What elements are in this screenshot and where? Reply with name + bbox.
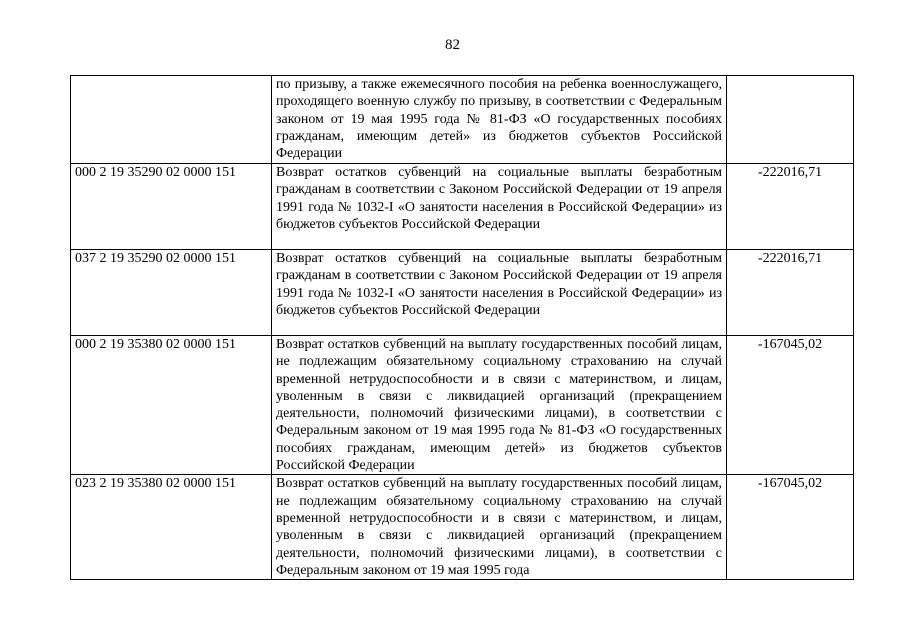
page-number: 82 (445, 37, 460, 53)
description-text: по призыву, а также ежемесячного пособия на ребенка военнослужащего, проходящего военную службу по призыву, в соответствии с Федеральным законом от 19 мая 1995 года № 81-ФЗ «О государственных пособиях гражданам, имеющим детей» из бюджетов субъектов Российской Федерации (276, 77, 722, 162)
description-cell (272, 475, 727, 580)
amount-cell: -222016,71 (727, 250, 854, 336)
code-cell: 037 2 19 35290 02 0000 151 (71, 250, 272, 336)
table-row (71, 164, 854, 250)
code-cell: 000 2 19 35290 02 0000 151 (71, 164, 272, 250)
amount-cell: -222016,71 (727, 164, 854, 250)
code-cell: 000 2 19 35380 02 0000 151 (71, 336, 272, 475)
budget-table (70, 75, 854, 580)
table-row (71, 76, 854, 164)
table-row (71, 250, 854, 336)
description-text: Возврат остатков субвенций на выплату государственных пособий лицам, не подлежащим обязательному социальному страхованию на случай временной нетрудоспособности и в связи с материнством, и лицам, уволенным в связи с ликвидацией организаций (прекращением деятельности, полномочий физическими лицами), в соответствии с Федеральным законом от 19 мая 1995 года (276, 476, 722, 578)
amount-cell: -167045,02 (727, 336, 854, 475)
description-cell (272, 76, 727, 164)
code-cell: 023 2 19 35380 02 0000 151 (71, 475, 272, 580)
description-text: Возврат остатков субвенций на социальные выплаты безработным гражданам в соответствии с Законом Российской Федерации от 19 апреля 1991 года № 1032-I «О занятости населения в Российской Федерации» из бюджетов субъектов Российской Федерации (276, 165, 722, 232)
description-text: Возврат остатков субвенций на социальные выплаты безработным гражданам в соответствии с Законом Российской Федерации от 19 апреля 1991 года № 1032-I «О занятости населения в Российской Федерации» из бюджетов субъектов Российской Федерации (276, 251, 722, 318)
amount-cell (727, 76, 854, 164)
description-text: Возврат остатков субвенций на выплату государственных пособий лицам, не подлежащим обязательному социальному страхованию на случай временной нетрудоспособности и в связи с материнством, и лицам, уволенным в связи с ликвидацией организаций (прекращением деятельности, полномочий физическими лицами), в соответствии с Федеральным законом от 19 мая 1995 года № 81-ФЗ «О государственных пособиях гражданам, имеющим детей» из бюджетов субъектов Российской Федерации (276, 337, 722, 474)
amount-cell: -167045,02 (727, 475, 854, 580)
table-row (71, 336, 854, 475)
description-cell (272, 250, 727, 336)
description-cell (272, 336, 727, 475)
table-row (71, 475, 854, 580)
description-cell (272, 164, 727, 250)
code-cell (71, 76, 272, 164)
